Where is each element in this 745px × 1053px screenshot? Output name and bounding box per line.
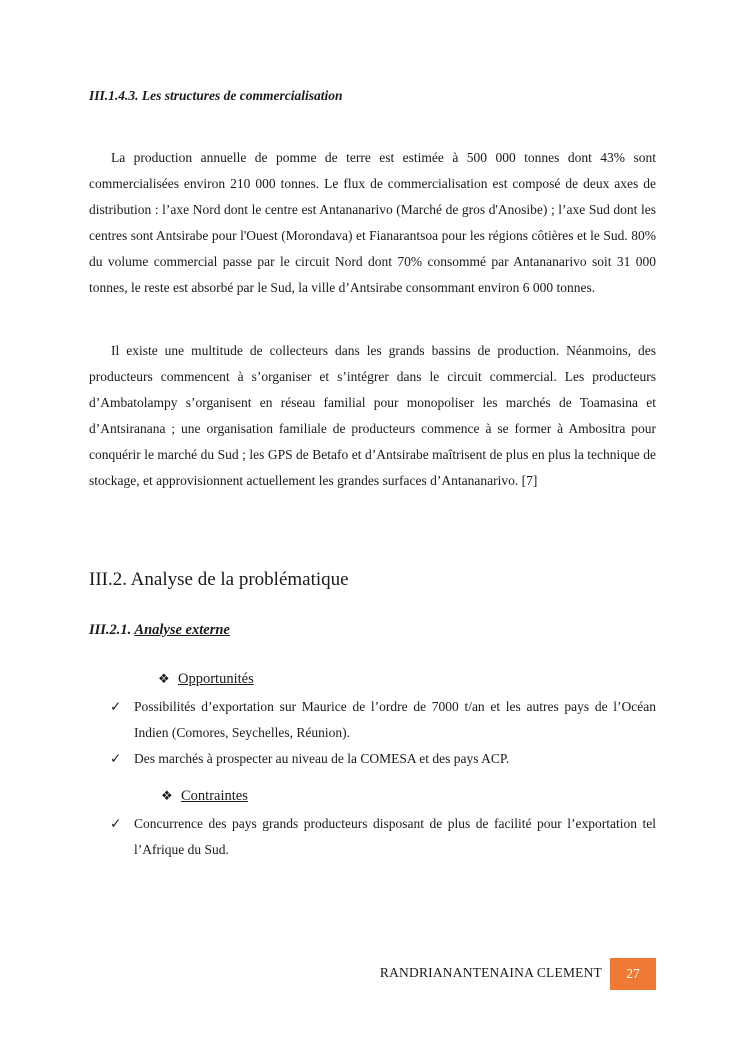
paragraph-collecteurs: Il existe une multitude de collecteurs dans les grands bassins de production. Néanmoins, des producteurs commencent à s’organiser et s’intégrer dans le circuit commercial. Les producteurs d’Ambatolampy s’organisent en réseau familial pour monopoliser les marchés de Toamasina et d’Antsiranana ; une organisation familiale de producteurs commence à se former à Ambositra pour conquérir le marché du Sud ; les GPS de Betafo et d’Antsirabe maîtrisent de plus en plus la technique de stockage, et approvisionnent actuellement les grandes surfaces d’Antananarivo. [7] bbox=[89, 343, 656, 488]
paragraph-production: La production annuelle de pomme de terre est estimée à 500 000 tonnes dont 43% sont commercialisées environ 210 000 tonnes. Le flux de commercialisation est composé de deux axes de distribution : l’axe Nord dont le centre est Antananarivo (Marché de gros d'Anosibe) ; l’axe Sud dont les centres sont Antsirabe pour l'Ouest (Morondava) et Fianarantsoa pour les régions côtières et le Sud. 80% du volume commercial passe par le circuit Nord dont 70% consommé par Antananarivo soit 31 000 tonnes, le reste est absorbé par le Sud, la ville d’Antsirabe consommant environ 6 000 tonnes. bbox=[89, 150, 656, 295]
diamond-bullet-icon: ❖ bbox=[161, 788, 173, 803]
list-item bbox=[110, 811, 656, 863]
section-number: III.2.1. bbox=[89, 622, 132, 638]
checkmark-icon: ✓ bbox=[110, 699, 122, 714]
constraints-heading bbox=[161, 788, 248, 805]
page-number-badge: 27 bbox=[610, 958, 656, 990]
list-item-text: Possibilités d’exportation sur Maurice de l’ordre de 7000 t/an et les autres pays de l’Océan Indien (Comores, Seychelles, Réunion). bbox=[134, 699, 656, 740]
footer-author: RANDRIANANTENAINA CLEMENT bbox=[379, 965, 602, 980]
section-heading-3-1-4-3: III.1.4.3. Les structures de commercialisation bbox=[89, 88, 343, 103]
section-title: Analyse externe bbox=[134, 622, 230, 638]
constraints-title: Contraintes bbox=[181, 788, 248, 804]
opportunities-heading bbox=[158, 671, 254, 688]
list-item bbox=[110, 694, 656, 746]
diamond-bullet-icon: ❖ bbox=[158, 671, 170, 686]
list-item-text: Des marchés à prospecter au niveau de la COMESA et des pays ACP. bbox=[134, 751, 510, 766]
list-item-text: Concurrence des pays grands producteurs disposant de plus de facilité pour l’exportation tel l’Afrique du Sud. bbox=[134, 816, 656, 857]
section-heading-3-2: III.2. Analyse de la problématique bbox=[89, 569, 349, 590]
checkmark-icon: ✓ bbox=[110, 816, 122, 831]
list-item bbox=[110, 746, 656, 772]
section-heading-3-2-1 bbox=[89, 622, 230, 639]
checkmark-icon: ✓ bbox=[110, 751, 122, 766]
opportunities-title: Opportunités bbox=[178, 671, 254, 687]
